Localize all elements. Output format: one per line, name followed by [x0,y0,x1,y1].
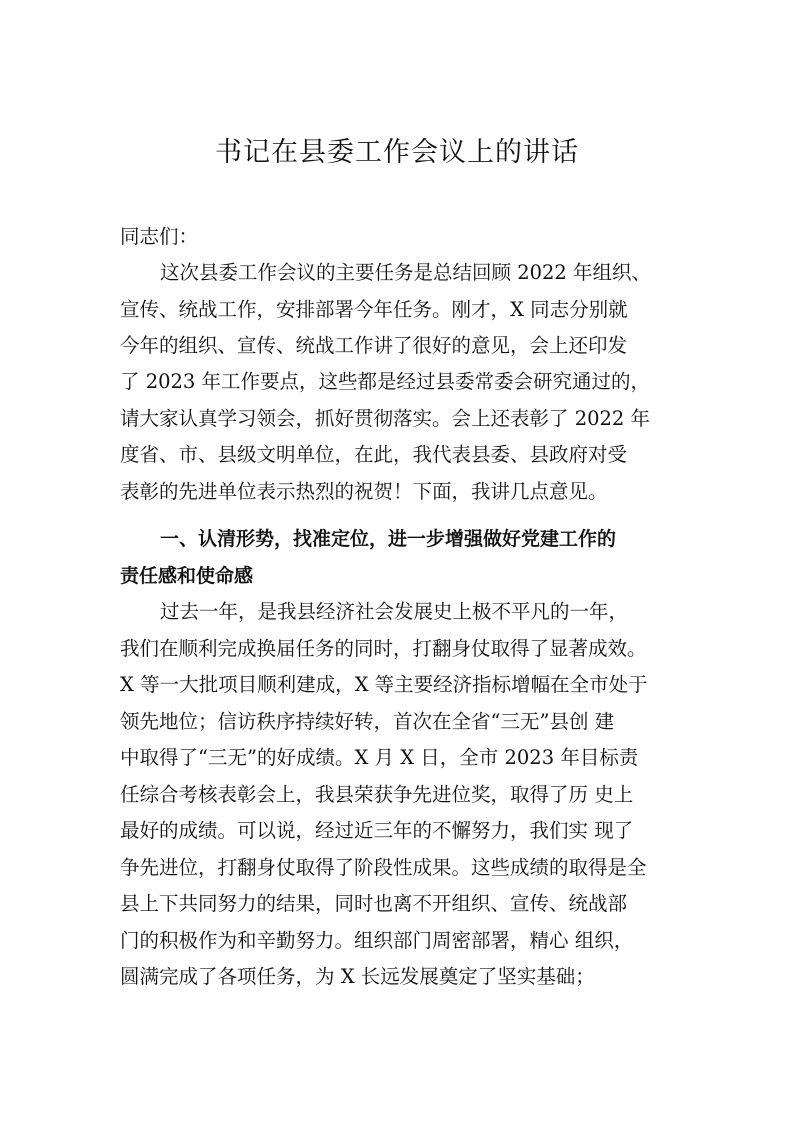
paragraph-line: 度省、市、县级文明单位，在此，我代表县委、县政府对受 [120,443,628,466]
paragraph-line: 中取得了“三无”的好成绩。X 月 X 日，全市 2023 年目标责 [120,746,639,769]
paragraph-line: 领先地位；信访秩序持续好转，首次在全省“三无”县创 建 [120,710,615,733]
paragraph-line: X 等一大批项目顺利建成，X 等主要经济指标增幅在全市处于 [120,673,648,696]
paragraph-line: 县上下共同努力的结果，同时也离不开组织、宣传、统战部 [120,892,628,915]
paragraph-line: 表彰的先进单位表示热烈的祝贺！下面，我讲几点意见。 [120,480,608,503]
paragraph-line: 过去一年，是我县经济社会发展史上极不平凡的一年， [160,600,629,623]
paragraph-line: 最好的成绩。可以说，经过近三年的不懈努力，我们实 现了 [120,819,634,842]
section-heading: 责任感和使命感 [120,565,254,587]
salutation: 同志们： [120,225,199,248]
paragraph-line: 这次县委工作会议的主要任务是总结回顾 2022 年组织、 [160,261,652,284]
paragraph-line: 我们在顺利完成换届任务的同时，打翻身仗取得了显著成效。 [120,637,647,660]
paragraph-line: 圆满完成了各项任务，为 X 长远发展奠定了坚实基础； [120,965,595,988]
paragraph-line: 门的积极作为和辛勤努力。组织部门周密部署，精心 组织， [120,929,634,952]
section-heading: 一、认清形势，找准定位，进一步增强做好党建工作的 [160,528,617,550]
paragraph-line: 宣传、统战工作，安排部署今年任务。刚才，X 同志分别就 [120,298,628,321]
paragraph-line: 今年的组织、宣传、统战工作讲了很好的意见，会上还印发 [120,334,628,357]
paragraph-line: 请大家认真学习领会，抓好贯彻落实。会上还表彰了 2022 年 [120,407,651,430]
paragraph-line: 争先进位，打翻身仗取得了阶段性成果。这些成绩的取得是全 [120,856,647,879]
paragraph-line: 了 2023 年工作要点，这些都是经过县委常委会研究通过的， [120,370,651,393]
document-title: 书记在县委工作会议上的讲话 [215,137,579,168]
paragraph-line: 任综合考核表彰会上，我县荣获争先进位奖，取得了历 史上 [120,783,634,806]
